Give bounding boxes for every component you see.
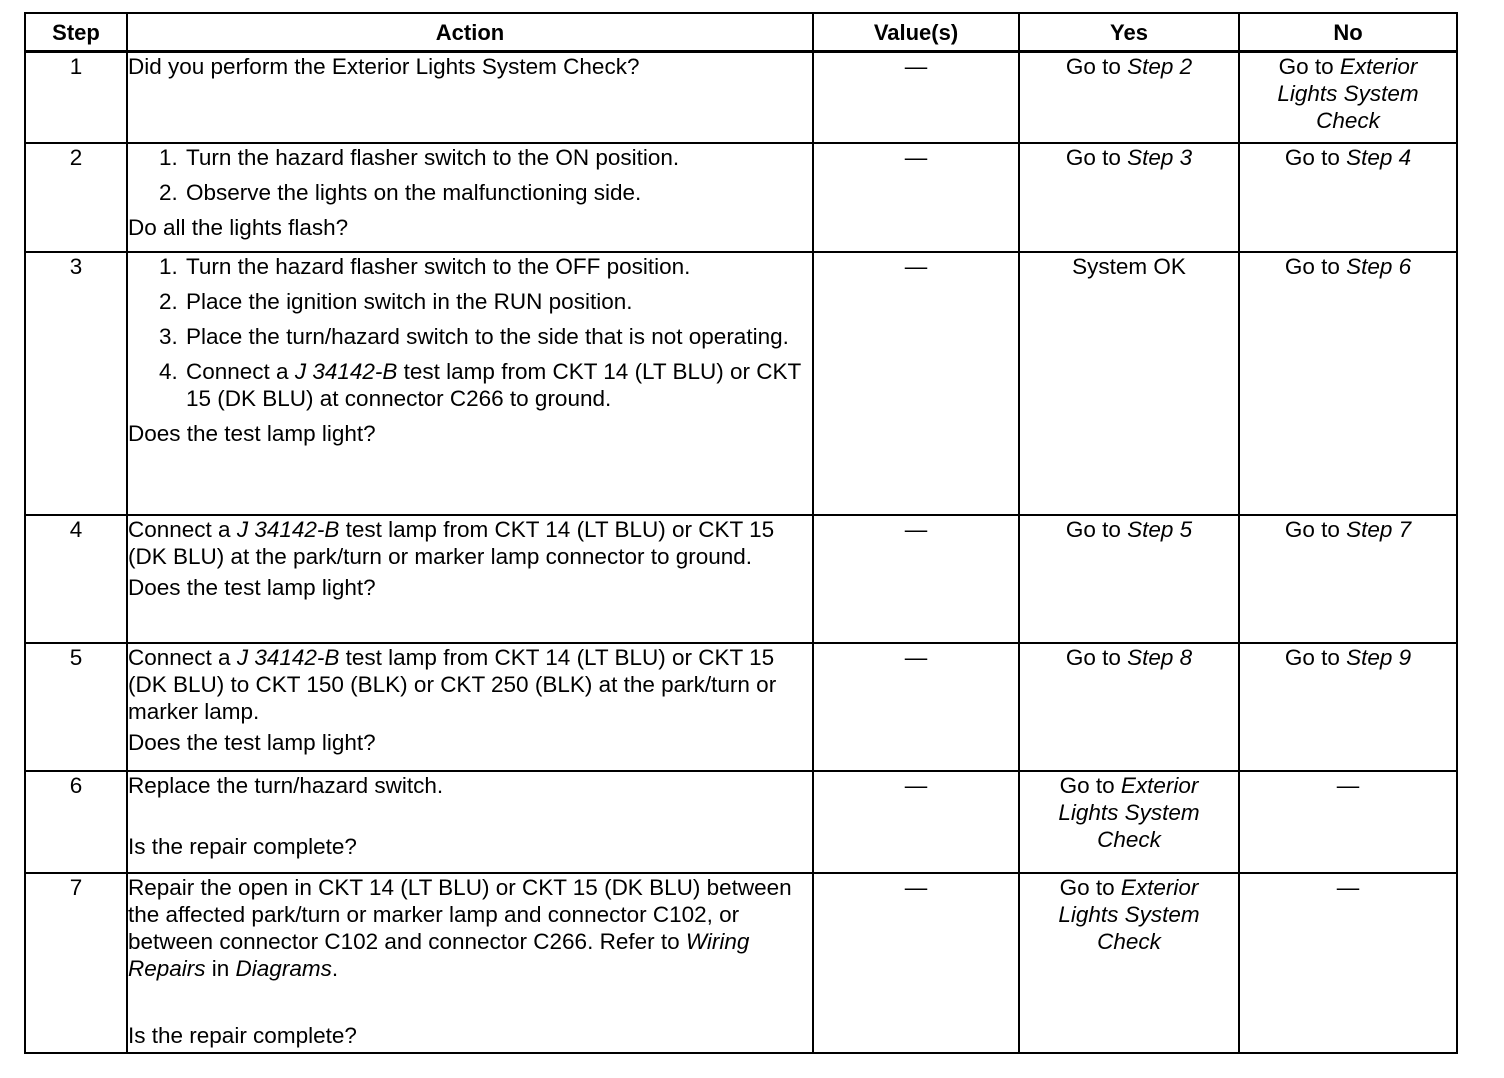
item-text: Connect a xyxy=(186,358,295,384)
yes-prefix: Go to xyxy=(1065,644,1128,670)
action-cell xyxy=(127,873,813,1053)
step-number: 2 xyxy=(25,143,127,252)
question-text: Does the test lamp light? xyxy=(128,420,376,446)
action-text-part: . xyxy=(331,955,339,981)
diagnostic-table xyxy=(24,12,1458,1054)
table-row xyxy=(25,515,1457,643)
action-cell xyxy=(127,643,813,771)
header-action: Action xyxy=(127,13,813,52)
step-number: 1 xyxy=(25,52,127,143)
action-text: Did you perform the Exterior Lights System Check? xyxy=(128,54,640,79)
no-reference: Step 4 xyxy=(1346,144,1412,170)
yes-prefix: Go to xyxy=(1059,874,1121,900)
action-steps-list xyxy=(128,253,812,412)
action-text xyxy=(128,516,812,570)
yes-reference: Step 2 xyxy=(1127,54,1193,79)
value-cell xyxy=(813,515,1019,643)
action-text-part: test lamp from CKT 14 (LT BLU) or CKT 15 (DK BLU) to CKT 150 (BLK) or CKT 250 (BLK) at the park/turn or marker lamp. xyxy=(128,644,777,724)
action-text-part: Repair the open in CKT 14 (LT BLU) or CKT 15 (DK BLU) between the affected park/turn or marker lamp and connector C102, or between connector C102 and connector C266. Refer to xyxy=(128,874,792,954)
list-item xyxy=(184,358,812,412)
question-text: Does the test lamp light? xyxy=(128,574,376,600)
step-number: 6 xyxy=(25,771,127,873)
header-step: Step xyxy=(25,13,127,52)
yes-reference: Exterior Lights System Check xyxy=(1058,874,1200,954)
table-row xyxy=(25,643,1457,771)
yes-reference: Step 5 xyxy=(1127,516,1193,542)
list-item: 2. Place the ignition switch in the RUN position. xyxy=(184,288,812,315)
yes-cell xyxy=(1019,873,1239,1053)
question-text: Is the repair complete? xyxy=(128,833,357,859)
yes-cell xyxy=(1019,143,1239,252)
no-cell xyxy=(1239,143,1457,252)
yes-reference: Step 8 xyxy=(1127,644,1193,670)
reference-wiring-repairs: Wiring Repairs xyxy=(128,928,750,981)
table-row xyxy=(25,873,1457,1053)
no-prefix: Go to xyxy=(1284,253,1347,279)
action-cell xyxy=(127,252,813,515)
table-row xyxy=(25,52,1457,143)
value-cell xyxy=(813,771,1019,873)
list-item: 2. Observe the lights on the malfunctioning side. xyxy=(184,179,812,206)
no-prefix: Go to xyxy=(1284,516,1347,542)
no-reference: Step 7 xyxy=(1346,516,1412,542)
header-row xyxy=(25,13,1457,52)
header-yes: Yes xyxy=(1019,13,1239,52)
step-number: 3 xyxy=(25,252,127,515)
no-cell xyxy=(1239,643,1457,771)
tool-number: J 34142-B xyxy=(236,516,340,542)
no-cell xyxy=(1239,515,1457,643)
no-dash: — xyxy=(1336,772,1360,798)
step-number: 7 xyxy=(25,873,127,1053)
question-text: Does the test lamp light? xyxy=(128,729,376,755)
value-cell xyxy=(813,643,1019,771)
yes-cell xyxy=(1019,52,1239,143)
no-prefix: Go to xyxy=(1284,644,1347,670)
tool-number: J 34142-B xyxy=(294,358,398,384)
action-text-part: Connect a xyxy=(128,516,237,542)
yes-text: System OK xyxy=(1072,253,1186,279)
no-cell xyxy=(1239,52,1457,143)
no-dash: — xyxy=(1336,874,1360,900)
question-text: Is the repair complete? xyxy=(128,1022,357,1048)
yes-cell xyxy=(1019,771,1239,873)
action-cell xyxy=(127,52,813,143)
yes-prefix: Go to xyxy=(1065,516,1128,542)
table-row xyxy=(25,143,1457,252)
step-number: 5 xyxy=(25,643,127,771)
no-prefix: Go to xyxy=(1284,144,1347,170)
yes-prefix: Go to xyxy=(1065,144,1128,170)
action-text-part: Connect a xyxy=(128,644,237,670)
list-item: 1. Turn the hazard flasher switch to the OFF position. xyxy=(184,253,812,280)
item-text: test lamp from CKT 14 (LT BLU) or CKT 15 (DK BLU) at connector C266 to ground. xyxy=(186,358,801,411)
action-cell xyxy=(127,771,813,873)
yes-cell xyxy=(1019,643,1239,771)
value-dash: — xyxy=(904,516,928,542)
value-dash: — xyxy=(904,253,928,279)
no-reference: Step 6 xyxy=(1346,253,1412,279)
value-dash: — xyxy=(904,54,928,79)
table-row xyxy=(25,771,1457,873)
list-item: 3. Place the turn/hazard switch to the side that is not operating. xyxy=(184,323,812,350)
action-text xyxy=(128,644,812,725)
reference-diagrams: Diagrams xyxy=(235,955,332,981)
question-text: Do all the lights flash? xyxy=(128,214,349,240)
value-cell xyxy=(813,873,1019,1053)
action-text-part: in xyxy=(205,955,236,981)
yes-cell xyxy=(1019,252,1239,515)
action-text: Replace the turn/hazard switch. xyxy=(128,772,444,798)
action-steps-list xyxy=(128,144,812,206)
table-row xyxy=(25,252,1457,515)
tool-number: J 34142-B xyxy=(236,644,340,670)
value-dash: — xyxy=(904,644,928,670)
no-reference: Exterior Lights System Check xyxy=(1277,54,1419,133)
yes-prefix: Go to xyxy=(1059,772,1121,798)
no-cell xyxy=(1239,252,1457,515)
value-dash: — xyxy=(904,144,928,170)
no-cell xyxy=(1239,771,1457,873)
action-cell xyxy=(127,143,813,252)
value-cell xyxy=(813,143,1019,252)
header-values: Value(s) xyxy=(813,13,1019,52)
value-cell xyxy=(813,252,1019,515)
yes-prefix: Go to xyxy=(1065,54,1128,79)
no-cell xyxy=(1239,873,1457,1053)
yes-reference: Step 3 xyxy=(1127,144,1193,170)
action-cell xyxy=(127,515,813,643)
no-reference: Step 9 xyxy=(1346,644,1412,670)
value-dash: — xyxy=(904,772,928,798)
yes-reference: Exterior Lights System Check xyxy=(1058,772,1200,852)
value-dash: — xyxy=(904,874,928,900)
yes-cell xyxy=(1019,515,1239,643)
no-prefix: Go to xyxy=(1278,54,1340,79)
step-number: 4 xyxy=(25,515,127,643)
value-cell xyxy=(813,52,1019,143)
action-text xyxy=(128,874,812,982)
header-no: No xyxy=(1239,13,1457,52)
action-text-part: test lamp from CKT 14 (LT BLU) or CKT 15 (DK BLU) at the park/turn or marker lamp connector to ground. xyxy=(128,516,775,569)
list-item: 1. Turn the hazard flasher switch to the ON position. xyxy=(184,144,812,171)
